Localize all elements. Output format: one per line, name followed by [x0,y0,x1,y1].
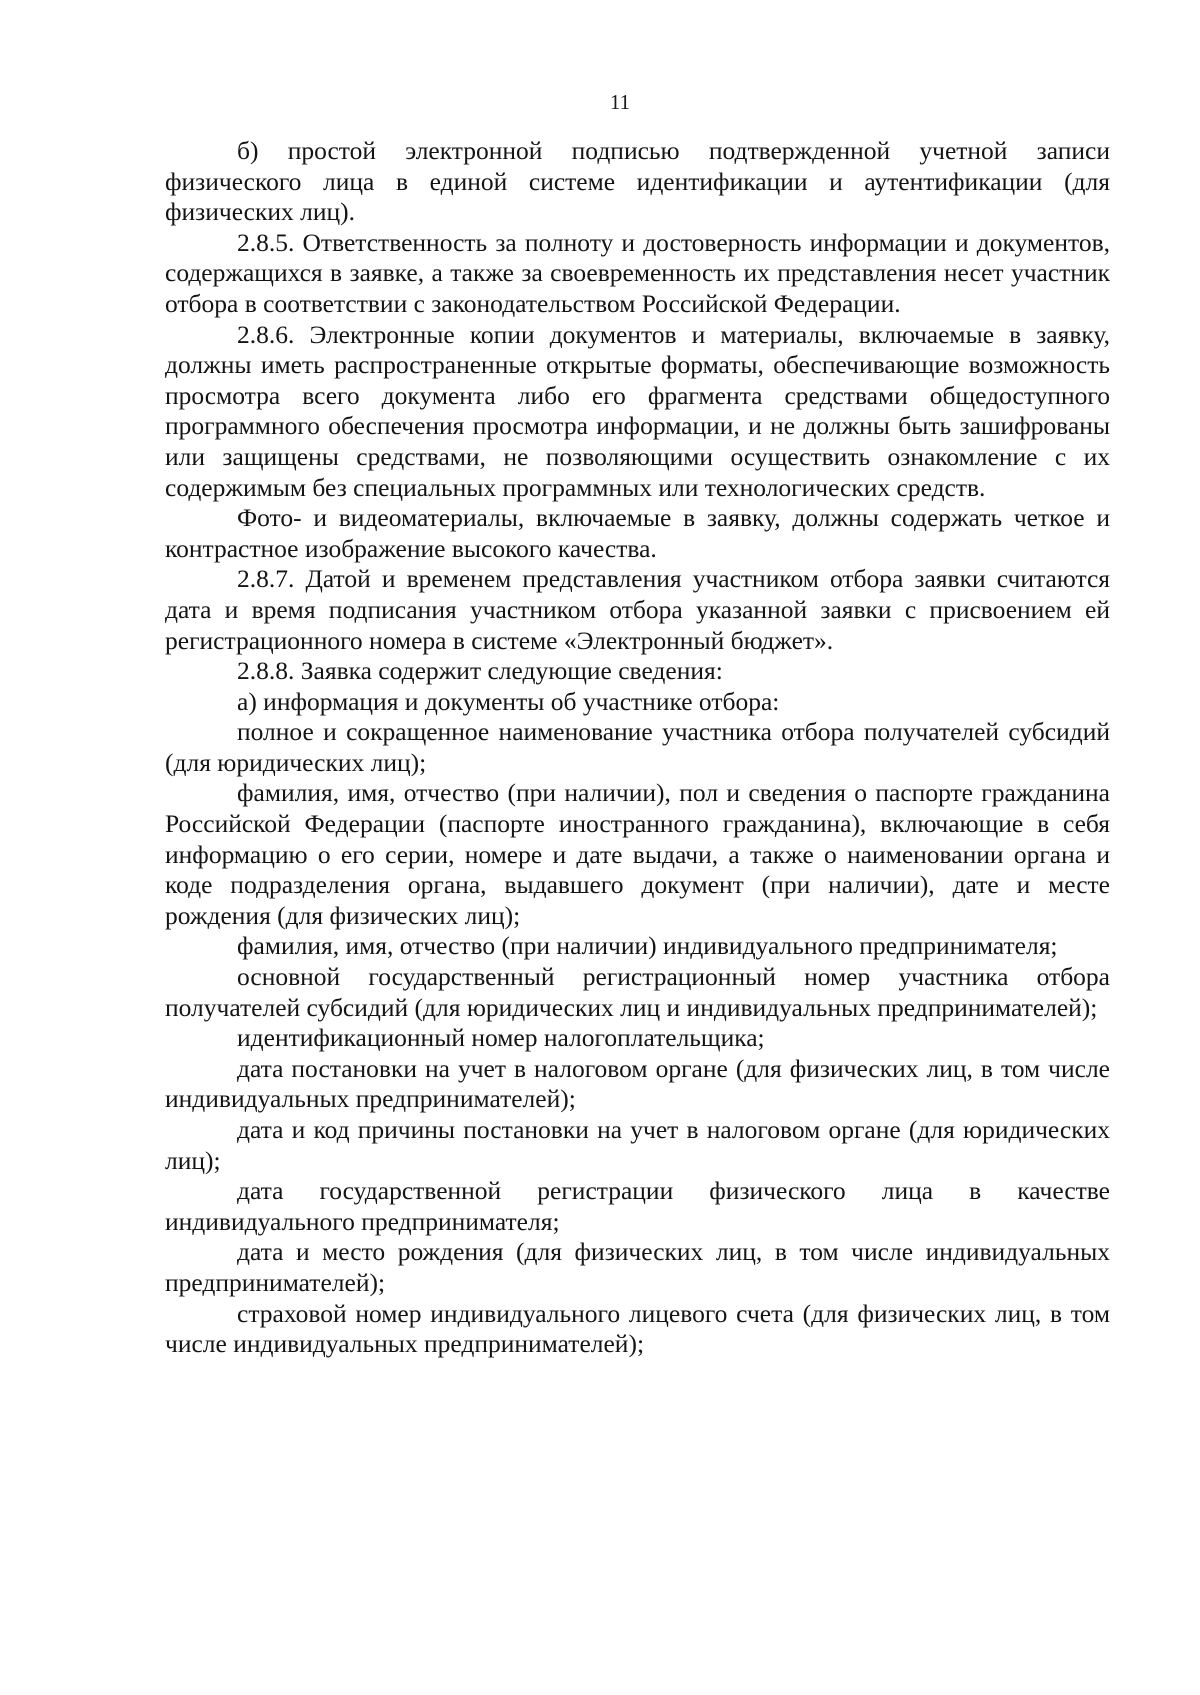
paragraph-2-8-5: 2.8.5. Ответственность за полноту и достоверность информации и документов, содержащихся в заявке, а также за своевременность их представления несет участник отбора в соответствии с законодательством Российской Федерации. [165,227,1110,318]
list-item-ogrn: основной государственный регистрационный номер участника отбора получателей субсидий (для юридических лиц и индивидуальных предпринимателей); [165,962,1110,1022]
page-number: 11 [609,90,631,114]
paragraph-b-signature: б) простой электронной подписью подтвержденной учетной записи физического лица в единой системе идентификации и аутентификации (для физических лиц). [165,136,1110,227]
list-item-tax-registration-date: дата постановки на учет в налоговом органе (для физических лиц, в том числе индивидуальных предпринимателей); [165,1053,1110,1114]
document-body [165,136,1110,1360]
list-item-passport: фамилия, имя, отчество (при наличии), пол и сведения о паспорте гражданина Российской Федерации (паспорте иностранного гражданина), включающие в себя информацию о его серии, номере и дате выдачи, а также о наименовании органа и коде подразделения органа, выдавшего документ (при наличии), дате и месте рождения (для физических лиц); [165,778,1110,930]
list-item-inn: идентификационный номер налогоплательщика; [237,1023,765,1053]
list-item-birth-date-place: дата и место рождения (для физических лиц, в том числе индивидуальных предпринимателей); [165,1237,1110,1297]
paragraph-2-8-7: 2.8.7. Датой и временем представления участником отбора заявки считаются дата и время подписания участником отбора указанной заявки с присвоением ей регистрационного номера в системе «Электронный бюджет». [165,564,1110,655]
paragraph-a-participant-info: а) информация и документы об участнике отбора: [237,686,780,716]
list-item-state-registration: дата государственной регистрации физического лица в качестве индивидуального предпринимателя; [165,1176,1110,1236]
paragraph-2-8-8: 2.8.8. Заявка содержит следующие сведения: [237,656,723,686]
list-item-entrepreneur-name: фамилия, имя, отчество (при наличии) индивидуального предпринимателя; [237,931,1058,961]
list-item-kpp: дата и код причины постановки на учет в налоговом органе (для юридических лиц); [165,1115,1110,1175]
paragraph-photo-video: Фото- и видеоматериалы, включаемые в заявку, должны содержать четкое и контрастное изображение высокого качества. [165,503,1110,563]
list-item-full-name: полное и сокращенное наименование участника отбора получателей субсидий (для юридических лиц); [165,717,1110,777]
paragraph-2-8-6: 2.8.6. Электронные копии документов и материалы, включаемые в заявку, должны иметь распространенные открытые форматы, обеспечивающие возможность просмотра всего документа либо его фрагмента средствами общедоступного программного обеспечения просмотра информации, и не должны быть зашифрованы или защищены средствами, не позволяющими осуществить ознакомление с их содержимым без специальных программных или технологических средств. [165,319,1110,502]
list-item-snils: страховой номер индивидуального лицевого счета (для физических лиц, в том числе индивидуальных предпринимателей); [165,1298,1110,1359]
